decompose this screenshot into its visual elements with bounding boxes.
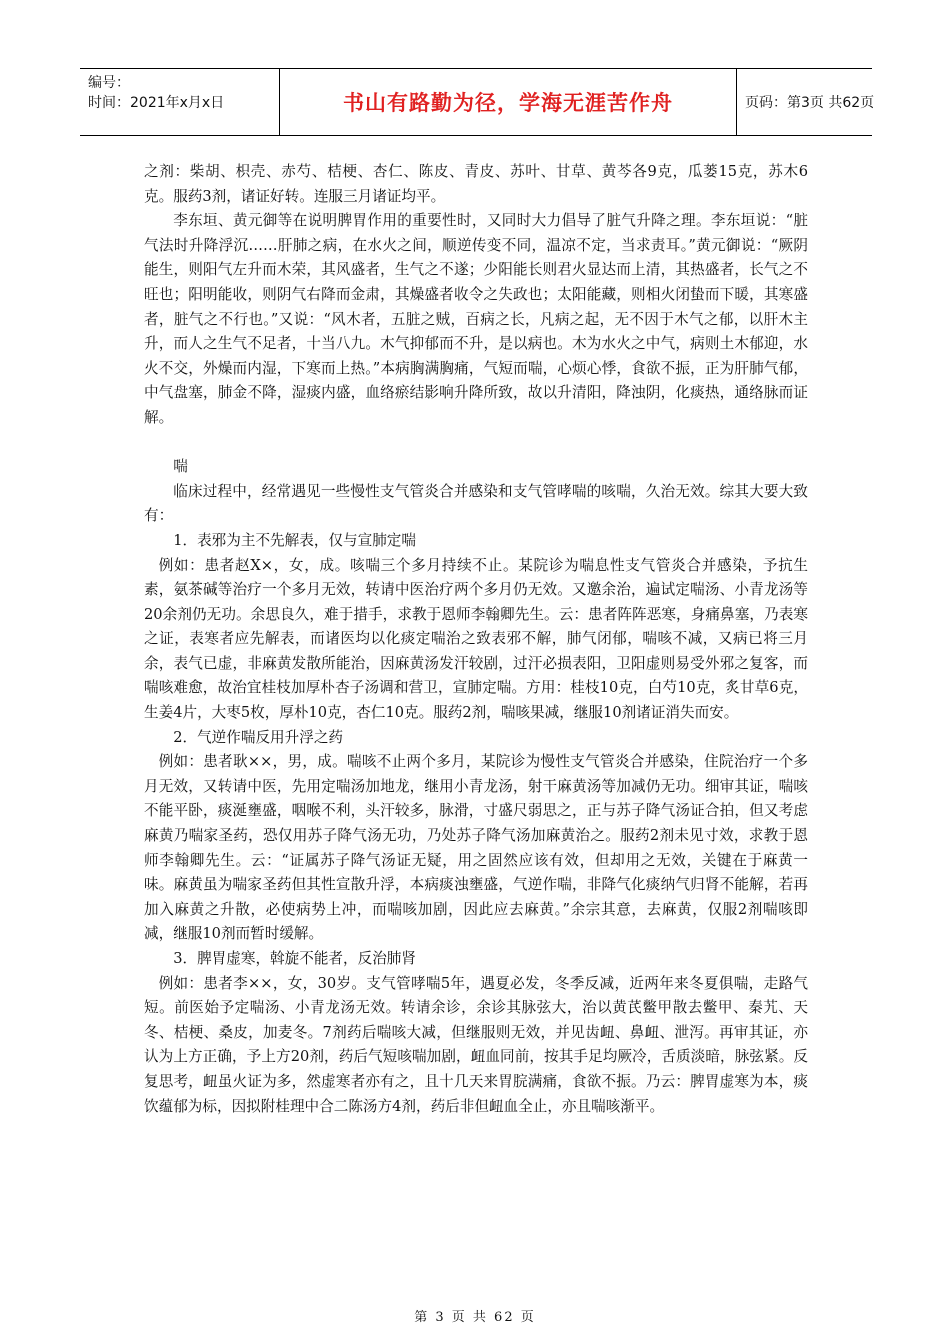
paragraph: 临床过程中，经常遇见一些慢性支气管炎合并感染和支气管哮喘的咳喘，久治无效。综其大要大致有： [144, 482, 808, 525]
header-page-info: 页码：第3页 共62页 [745, 95, 875, 111]
paragraph: 1．表邪为主不先解表，仅与宣肺定喘 [173, 531, 416, 549]
document-date-label: 时间：2021年x月x日 [88, 95, 225, 111]
header-meta [80, 69, 280, 135]
paragraph-gap [144, 431, 808, 456]
document-body [144, 160, 808, 1119]
paragraph: 2．气逆作喘反用升浮之药 [173, 728, 344, 746]
document-number-label: 编号： [88, 75, 130, 91]
paragraph: 例如：患者耿××，男，成。喘咳不止两个多月，某院诊为慢性支气管炎合并感染，住院治疗一个多月无效，又转请中医，先用定喘汤加地龙，继用小青龙汤，射干麻黄汤等加减仍无功。细审其证，喘咳不能平卧，痰涎壅盛，咽喉不利，头汗较多，脉滑，寸盛尺弱思之，正与苏子降气汤证合拍，但又考虑麻黄乃喘家圣药，恐仅用苏子降气汤无功，乃处苏子降气汤加麻黄治之。服药2剂未见寸效，求教于恩师李翰卿先生。云：“证属苏子降气汤证无疑，用之固然应该有效，但却用之无效，关键在于麻黄一味。麻黄虽为喘家圣药但其性宣散升浮，本病痰浊壅盛，气逆作喘，非降气化痰纳气归肾不能解，若再加入麻黄之升散，必使病势上冲，而喘咳加剧，因此应去麻黄。”余宗其意，去麻黄，仅服2剂喘咳即减，继服10剂而暂时缓解。 [144, 753, 808, 943]
page-footer: 第 3 页 共 62 页 [414, 1310, 536, 1325]
paragraph: 喘 [173, 458, 188, 476]
paragraph: 3．脾胃虚寒，斡旋不能者，反治肺肾 [173, 950, 416, 967]
paragraph: 例如：患者李××，女，30岁。支气管哮喘5年，遇夏必发，冬季反减，近两年来冬夏俱喘，走路气短。前医始予定喘汤、小青龙汤无效。转请余诊，余诊其脉弦大，治以黄芪鳖甲散去鳖甲、秦艽、天冬、桔梗、桑皮，加麦冬。7剂药后喘咳大减，但继服则无效，并见齿衄、鼻衄、泄泻。再审其证，亦认为上方正确，予上方20剂，药后气短咳喘加剧，衄血同前，按其手足均厥冷，舌质淡暗，脉弦紧。反复思考，衄虽火证为多，然虚寒者亦有之，且十几天来胃脘满痛，食欲不振。乃云：脾胃虚寒为本，痰饮蕴郁为标，因拟附桂理中合二陈汤方4剂，药后非但衄血全止，亦且喘咳渐平。 [144, 974, 808, 1115]
page-header [80, 68, 875, 136]
header-motto: 书山有路勤为径，学海无涯苦作舟 [280, 69, 737, 135]
paragraph: 李东垣、黄元御等在说明脾胃作用的重要性时，又同时大力倡导了脏气升降之理。李东垣说：“脏气法时升降浮沉……肝肺之病，在水火之间，顺逆传变不同，温凉不定，当求责耳。”黄元御说：“厥阴能生，则阳气左升而木荣，其风盛者，生气之不遂；少阳能长则君火显达而上清，其热盛者，长气之不旺也；阳明能收，则阴气右降而金肃，其燥盛者收令之失政也；太阳能藏，则相火闭蛰而下暖，其寒盛者，脏气之不行也。”又说：“风木者，五脏之贼，百病之长，凡病之起，无不因于木气之郁，以肝木主升，而人之生气不足者，十当八九。木气抑郁而不升，是以病也。木为水火之中气，病则土木郁迎，水火不交，外燥而内湿，下寒而上热。”本病胸满胸痛，气短而喘，心烦心悸，食欲不振，正为肝肺气郁，中气盘塞，肺金不降，湿痰内盛，血络瘀结影响升降所致，故以升清阳，降浊阴，化痰热，通络脉而证解。 [144, 212, 808, 426]
paragraph: 之剂：柴胡、枳壳、赤芍、桔梗、杏仁、陈皮、青皮、苏叶、甘草、黄芩各9克，瓜蒌15克，苏木6克。服药3剂，诸证好转。连服三月诸证均平。 [144, 163, 808, 205]
paragraph: 例如：患者赵X×，女，成。咳喘三个多月持续不止。某院诊为喘息性支气管炎合并感染，予抗生素，氨茶碱等治疗一个多月无效，转请中医治疗两个多月仍无效。又邀余治，遍试定喘汤、小青龙汤等20余剂仍无功。余思良久，难于措手，求教于恩师李翰卿先生。云：患者阵阵恶寒，身痛鼻塞，乃表寒之证，表寒者应先解表，而诸医均以化痰定喘治之致表邪不解，肺气闭郁，喘咳不减，又病已将三月余，表气已虚，非麻黄发散所能治，因麻黄汤发汗较剧，过汗必损表阳，卫阳虚则易受外邪之复客，而喘咳难愈，故治宜桂枝加厚朴杏子汤调和营卫，宣肺定喘。方用：桂枝10克，白芍10克，炙甘草6克，生姜4片，大枣5枚，厚朴10克，杏仁10克。服药2剂，喘咳果减，继服10剂诸证消失而安。 [144, 556, 808, 722]
